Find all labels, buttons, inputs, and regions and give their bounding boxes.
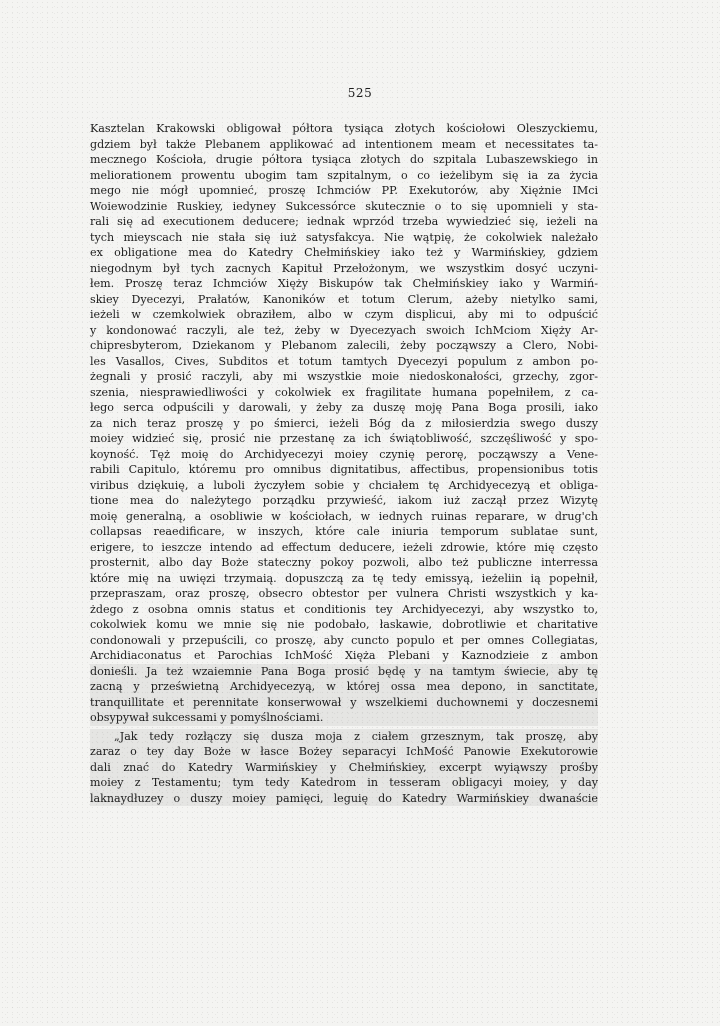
text-line: donieśli. Ja też wzaiemnie Pana Boga prosić będę y na tamtym świecie, aby tę: [90, 664, 598, 678]
text-line: erigere, to ieszcze intendo ad effectum deducere, ieżeli zdrowie, które mię często: [90, 540, 598, 554]
text-line: chipresbyterom, Dziekanom y Plebanom zalecili, żeby począwszy a Clero, Nobi-: [90, 339, 598, 352]
text-line: mego nie mógł upomnieć, proszę Ichmciów PP. Exekutorów, aby Xiężnie IMci: [90, 184, 598, 197]
text-line: rabili Capitulo, któremu pro omnibus dignitatibus, affectibus, propensionibus totis: [90, 463, 598, 476]
text-line: y kondonować raczyli, ale też, żeby w Dyecezyach swoich IchMciom Xięży Ar-: [90, 323, 598, 337]
text-line: za nich teraz proszę y po śmierci, ieżeli Bóg da z miłosierdzia swego duszy: [90, 416, 598, 430]
page-number: 525: [347, 86, 373, 100]
text-line: les Vasallos, Cives, Subditos et totum tamtych Dyecezyi populum z ambon po-: [90, 354, 598, 368]
text-line: żdego z osobna omnis status et conditionis tey Archidyecezyi, aby wszystko to,: [90, 602, 598, 616]
text-line: tranquillitate et perennitate konserwował y wszelkiemi duchownemi y doczesnemi: [90, 695, 598, 709]
text-line: mecznego Kościoła, drugie półtora tysiąca złotych do szpitala Lubaszewskiego in: [90, 153, 598, 166]
text-line: gdziem był także Plebanem applikować ad intentionem meam et necessitates ta-: [90, 137, 598, 151]
text-line: dali znać do Katedry Warmińskiey y Chełmińskiey, excerpt wyiąwszy prośby: [90, 760, 598, 774]
text-line: skiey Dyecezyi, Prałatów, Kanoników et totum Clerum, ażeby nietylko sami,: [90, 292, 598, 306]
paragraph-2: [90, 729, 598, 807]
text-line: niegodnym był tych zacnych Kapituł Przełożonym, we wszystkim dosyć uczyni-: [90, 261, 598, 275]
text-line: collapsas reaedificare, w inszych, które cale iniuria temporum sublatae sunt,: [90, 525, 598, 538]
text-line: przepraszam, oraz proszę, obsecro obtestor per vulnera Christi wszystkich y ka-: [90, 587, 598, 600]
text-line: condonowali y przepuścili, co proszę, aby cuncto populo et per omnes Collegiatas,: [90, 633, 598, 647]
text-line: prosternit, albo day Boże stateczny pokoy pozwoli, albo też publiczne interressa: [90, 556, 598, 569]
text-line: viribus dziękuię, a luboli życzyłem sobie y chciałem tę Archidyecezyą et obliga-: [90, 478, 598, 492]
text-line: tione mea do należytego porządku przywieść, iakom iuż zaczął przez Wizytę: [90, 494, 598, 507]
text-line: Woiewodzinie Ruskiey, iedyney Sukcessórce skutecznie o to się upomnieli y sta-: [90, 199, 598, 213]
text-line: cokolwiek komu we mnie się nie podobało, łaskawie, dobrotliwie et charitative: [90, 618, 598, 631]
text-line: ieżeli w czemkolwiek obraziłem, albo w czym displicui, aby mi to odpuścić: [90, 308, 598, 321]
text-line: moię generalną, a osobliwie w kościołach, w iednych ruinas reparare, w drug'ch: [90, 509, 598, 523]
text-line: zacną y prześwietną Archidyecezyą, w której ossa mea depono, in sanctitate,: [90, 680, 598, 693]
text-line: zaraz o tey day Boże w łasce Bożey separacyi IchMość Panowie Exekutorowie: [90, 745, 598, 758]
body-text: [90, 121, 598, 806]
text-line: rali się ad executionem deducere; iednak wprzód trzeba wywiedzieć się, ieżeli na: [90, 215, 598, 228]
text-line: obsypywał sukcessami y pomyślnościami.: [90, 710, 598, 726]
text-line: tych mieyscach nie stała się iuż satysfakcya. Nie wątpię, że cokolwiek należało: [90, 230, 598, 244]
text-line: Archidiaconatus et Parochias IchMość Xięża Plebani y Kaznodzieie z ambon: [90, 649, 598, 662]
text-line: meliorationem prowentu ubogim tam szpitalnym, o co ieżelibym się ia za życia: [90, 168, 598, 182]
text-line: łem. Proszę teraz Ichmciów Xięży Biskupów tak Chełmińskiey iako y Warmiń-: [90, 277, 598, 290]
paragraph-1: [90, 121, 598, 726]
text-line: moiey widzieć się, prosić nie przestanę za ich świątobliwość, szczęśliwość y spo-: [90, 432, 598, 445]
text-line: żegnali y prosić raczyli, aby mi wszystkie moie niedoskonałości, grzechy, zgor-: [90, 370, 598, 383]
text-line: koyność. Tęż moię do Archidyecezyi moiey czynię perorę, począwszy a Vene-: [90, 447, 598, 461]
text-line: szenia, niesprawiedliwości y cokolwiek ex fragilitate humana popełniłem, z ca-: [90, 385, 598, 399]
text-line: Kasztelan Krakowski obligował półtora tysiąca złotych kościołowi Oleszyckiemu,: [90, 122, 598, 135]
text-line: moiey z Testamentu; tym tedy Katedrom in tesseram obligacyi moiey, y day: [90, 776, 598, 789]
text-line: łego serca odpuścili y darowali, y żeby za duszę moję Pana Boga prosili, iako: [90, 401, 598, 414]
text-line: laknaydłuzey o duszy moiey pamięci, leguię do Katedry Warmińskiey dwanaście: [90, 791, 598, 805]
text-line: „Jak tedy rozłączy się dusza moja z ciałem grzesznym, tak proszę, aby: [90, 729, 598, 745]
text-line: ex obligatione mea do Katedry Chełmińskiey iako też y Warmińskiey, gdziem: [90, 246, 598, 259]
text-line: które mię na uwięzi trzymaią. dopuszczą za tę tedy emissyą, ieżeliin ią popełnił,: [90, 571, 598, 585]
